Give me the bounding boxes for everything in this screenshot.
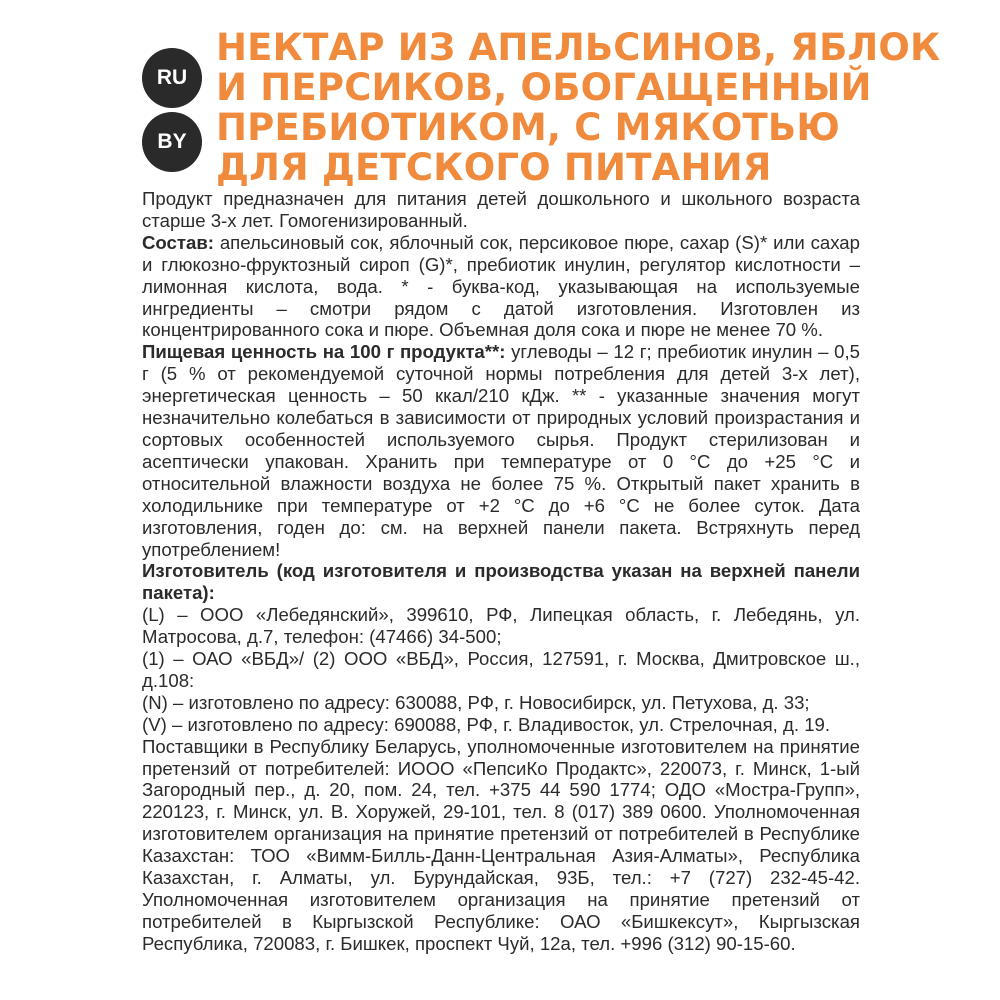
title-line: ПРЕБИОТИКОМ, С МЯКОТЬЮ [216, 106, 840, 149]
suppliers-paragraph: Поставщики в Республику Беларусь, уполномоченные изготовителем на принятие претензий от потребителей: ИООО «ПепсиКо Продактс», 220073, г. Минск, 1-ый Загородный пер., д. 20, пом. 24, тел. +375 44 590 1774; ОДО «Мостра-Групп», 220123, г. Минск, ул. В. Хоружей, 29-101, тел. 8 (017) 389 0600. Уполномоченная изготовителем организация на принятие претензий от потребителей в Республике Казахстан: ТОО «Вимм-Билль-Данн-Центральная Азия-Алматы», Республика Казахстан, г. Алматы, ул. Бурундайская, 93Б, тел.: +7 (727) 232-45-42. Уполномоченная изготовителем организация на принятие претензий от потребителей в Кыргызской Республике: ОАО «Бишкексут», Кыргызская Республика, 720083, г. Бишкек, проспект Чуй, 12а, тел. +996 (312) 90-15-60. [142, 735, 860, 954]
composition-label: Состав: [142, 231, 214, 253]
composition-text: апельсиновый сок, яблочный сок, персиковое пюре, сахар (S)* или сахар и глюкозно-фруктозный сироп (G)*, пребиотик инулин, регулятор кислотности – лимонная кислота, вода. * - буква-код, указывающая на используемые ингредиенты – смотри рядом с датой изготовления. Изготовлен из концентрированного сока и пюре. Объемная доля сока и пюре не менее 70 %. [142, 231, 860, 341]
manufacturer-line: (N) – изготовлено по адресу: 630088, РФ, г. Новосибирск, ул. Петухова, д. 33; [142, 691, 810, 713]
manufacturer-line: (L) – ООО «Лебедянский», 399610, РФ, Липецкая область, г. Лебедянь, ул. Матросова, д.7, телефон: (47466) 34-500; [142, 604, 860, 648]
title-line: НЕКТАР ИЗ АПЕЛЬСИНОВ, ЯБЛОК [216, 26, 941, 69]
manufacturer-heading [142, 560, 860, 604]
title-line: ДЛЯ ДЕТСКОГО ПИТАНИЯ [216, 146, 772, 189]
intro-paragraph: Продукт предназначен для питания детей дошкольного и школьного возраста старше 3-х лет. Гомогенизированный. [142, 188, 860, 231]
manufacturer-line: (1) – ОАО «ВБД»/ (2) ООО «ВБД», Россия, 127591, г. Москва, Дмитровское ш., д.108: [142, 648, 860, 691]
nutrition-text: углеводы – 12 г; пребиотик инулин – 0,5 г (5 % от рекомендуемой суточной нормы потребления для детей 3-х лет), энергетическая ценность – 50 ккал/210 кДж. ** - указанные значения могут незначительно колебаться в зависимости от природных условий произрастания и сортовых особенностей используемого сырья. Продукт стерилизован и асептически упакован. Хранить при температуре от 0 °С до +25 °С и относительной влажности воздуха не более 75 %. Открытый пакет хранить в холодильнике при температуре от +2 °С до +6 °С не более суток. Дата изготовления, годен до: см. на верхней панели пакета. Встряхнуть перед употреблением! [142, 341, 860, 560]
title-line: И ПЕРСИКОВ, ОБОГАЩЕННЫЙ [216, 66, 872, 109]
language-badge-ru: RU [142, 48, 202, 108]
product-title [216, 28, 976, 188]
label-text [142, 188, 860, 955]
language-badge-by: BY [142, 112, 202, 172]
manufacturer-label: Изготовитель (код изготовителя и производства указан на верхней панели пакета): [142, 560, 860, 604]
composition-paragraph [142, 232, 860, 342]
nutrition-label: Пищевая ценность на 100 г продукта**: [142, 341, 506, 363]
nutrition-paragraph [142, 341, 860, 560]
manufacturer-line: (V) – изготовлено по адресу: 690088, РФ, г. Владивосток, ул. Стрелочная, д. 19. [142, 713, 831, 735]
